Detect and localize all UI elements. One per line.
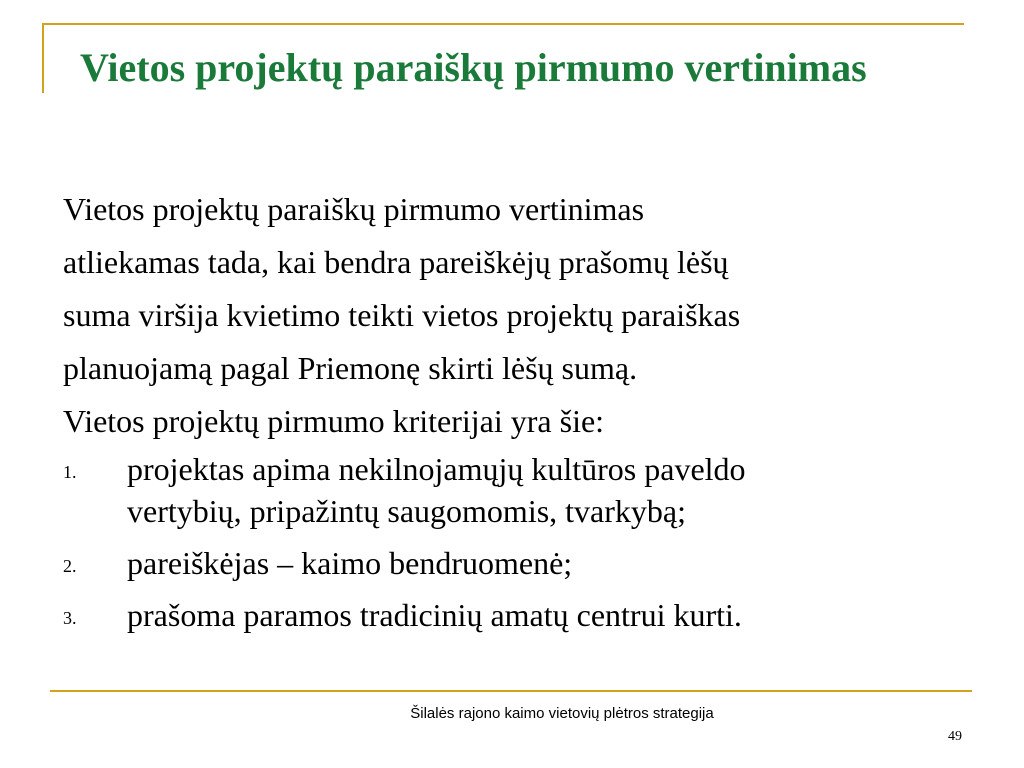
list-item-line: vertybių, pripažintų saugomomis, tvarkybą; [127, 493, 686, 529]
criteria-list [63, 448, 963, 636]
body-line: Vietos projektų pirmumo kriterijai yra šie: [63, 403, 605, 439]
list-item-number: 3. [63, 608, 77, 628]
footer-rule [50, 690, 972, 692]
list-item-line: pareiškėjas – kaimo bendruomenė; [127, 545, 573, 581]
body-line: planuojamą pagal Priemonę skirti lėšų sumą. [63, 350, 638, 386]
title-left-rule [42, 23, 44, 93]
slide-title: Vietos projektų paraiškų pirmumo vertinimas [80, 45, 867, 90]
list-item-number: 1. [63, 462, 77, 482]
list-item [63, 448, 963, 532]
body-line: Vietos projektų paraiškų pirmumo vertinimas [63, 191, 645, 227]
title-top-rule [42, 23, 964, 25]
footer-text: Šilalės rajono kaimo vietovių plėtros strategija [410, 705, 714, 722]
list-item [63, 594, 963, 636]
list-item-number: 2. [63, 556, 77, 576]
list-item-line: prašoma paramos tradicinių amatų centrui kurti. [127, 597, 742, 633]
list-item [63, 542, 963, 584]
body-line: suma viršija kvietimo teikti vietos projektų paraiškas [63, 297, 741, 333]
body-line: atliekamas tada, kai bendra pareiškėjų prašomų lėšų [63, 244, 729, 280]
body-paragraph [63, 183, 963, 448]
list-item-line: projektas apima nekilnojamųjų kultūros paveldo [127, 451, 746, 487]
page-number: 49 [948, 729, 962, 744]
